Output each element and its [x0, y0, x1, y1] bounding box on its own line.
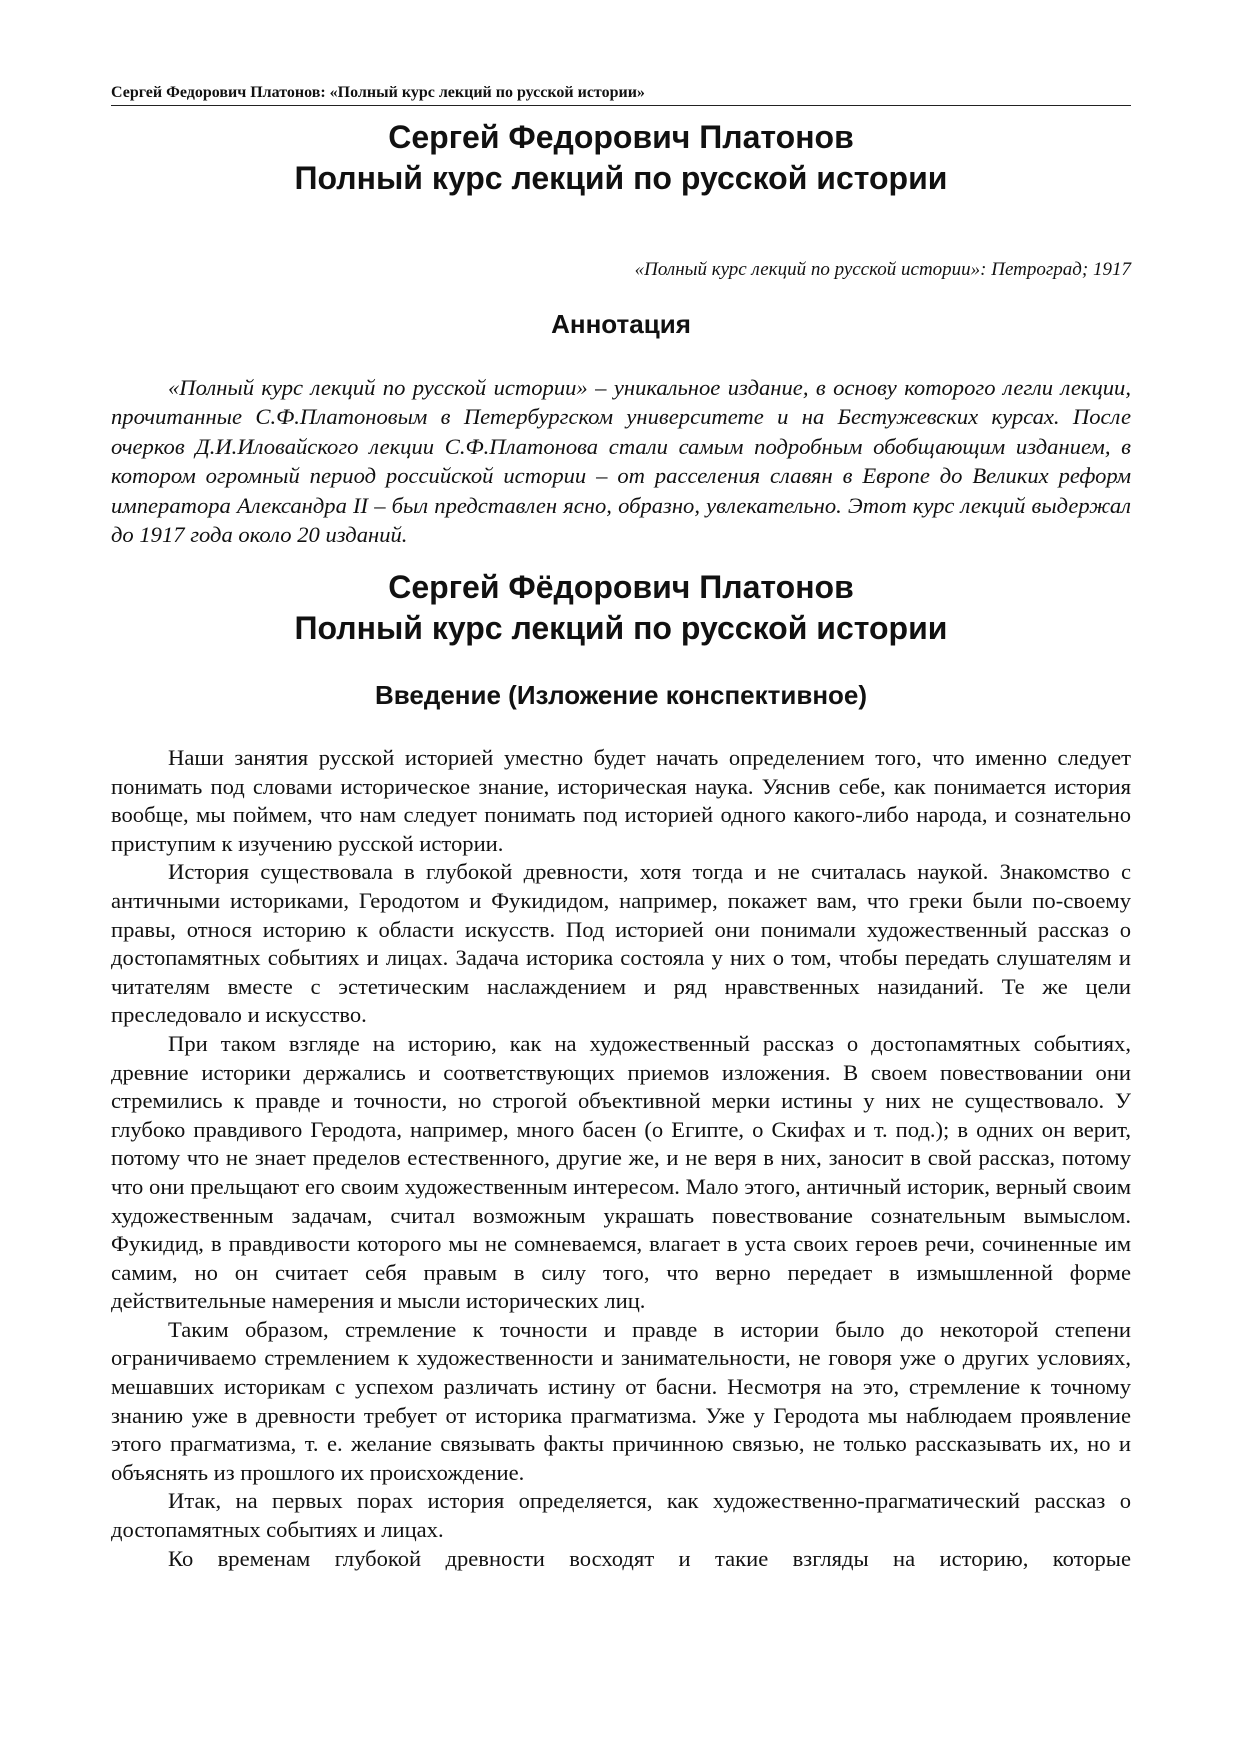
- paragraph: Наши занятия русской историей уместно будет начать определением того, что именно следует понимать под словами историческое знание, историческая наука. Уяснив себе, как понимается история вообще, мы поймем, что нам следует понимать под историей одного какого-либо народа, и сознательно приступим к изучению русской истории.: [111, 745, 1131, 856]
- source-citation: «Полный курс лекций по русской истории»: Петроград; 1917: [634, 259, 1131, 280]
- annotation-text: «Полный курс лекций по русской истории» – уникальное издание, в основу которого легли лекции, прочитанные С.Ф.Платоновым в Петербургском университете и на Бестужевских курсах. После очерков Д.И.Иловайского лекции С.Ф.Платонова стали самым подробным обобщающим изданием, в котором огромный период российской истории – от расселения славян в Европе до Великих реформ императора Александра II – был представлен ясно, образно, увлекательно. Этот курс лекций выдержал до 1917 года около 20 изданий.: [111, 375, 1131, 548]
- paragraph: История существовала в глубокой древности, хотя тогда и не считалась наукой. Знакомство с античными историками, Геродотом и Фукидидом, например, покажет вам, что греки были по-своему правы, относя историю к области искусств. Под историей они понимали художественный рассказ о достопамятных событиях и лицах. Задача историка состояла у них о том, чтобы передать слушателям и читателям вместе с эстетическим наслаждением и ряд нравственных назиданий. Те же цели преследовало и искусство.: [111, 859, 1131, 1028]
- running-header: Сергей Федорович Платонов: «Полный курс лекций по русской истории»: [111, 83, 1131, 106]
- document-title-2: [111, 567, 1131, 649]
- title2-work: Полный курс лекций по русской истории: [294, 610, 948, 646]
- title-work: Полный курс лекций по русской истории: [294, 160, 948, 196]
- paragraph: Ко временам глубокой древности восходят и такие взгляды на историю, которые: [168, 1545, 1131, 1571]
- body-text: [111, 744, 1131, 1573]
- annotation-heading: Аннотация: [551, 309, 691, 339]
- title2-author: Сергей Фёдорович Платонов: [388, 569, 854, 605]
- paragraph: Итак, на первых порах история определяется, как художественно-прагматический рассказ о достопамятных событиях и лицах.: [111, 1488, 1131, 1543]
- document-title: [111, 117, 1131, 199]
- paragraph: При таком взгляде на историю, как на художественный рассказ о достопамятных событиях, древние историки держались и соответствующих приемов изложения. В своем повествовании они стремились к правде и точности, но строгой объективной мерки истины у них не существовало. У глубоко правдивого Геродота, например, много басен (о Египте, о Скифах и т. под.); в одних он верит, потому что не знает пределов естественного, другие же, и не веря в них, заносит в свой рассказ, потому что они прельщают его своим художественным интересом. Мало этого, античный историк, верный своим художественным задачам, считал возможным украшать повествование сознательным вымыслом. Фукидид, в правдивости которого мы не сомневаемся, влагает в уста своих героев речи, сочиненные им самим, но он считает себя правым в силу того, что верно передает в измышленной форме действительные намерения и мысли исторических лиц.: [111, 1030, 1131, 1314]
- section-heading: Введение (Изложение конспективное): [374, 680, 868, 710]
- paragraph: Таким образом, стремление к точности и правде в истории было до некоторой степени ограничиваемо стремлением к художественности и занимательности, не говоря уже о других условиях, мешавших историкам с успехом различать истину от басни. Несмотря на это, стремление к точному знанию уже в древности требует от историка прагматизма. Уже у Геродота мы наблюдаем проявление этого прагматизма, т. е. желание связывать факты причинною связью, не только рассказывать их, но и объяснять из прошлого их происхождение.: [111, 1316, 1131, 1485]
- title-author: Сергей Федорович Платонов: [388, 119, 854, 155]
